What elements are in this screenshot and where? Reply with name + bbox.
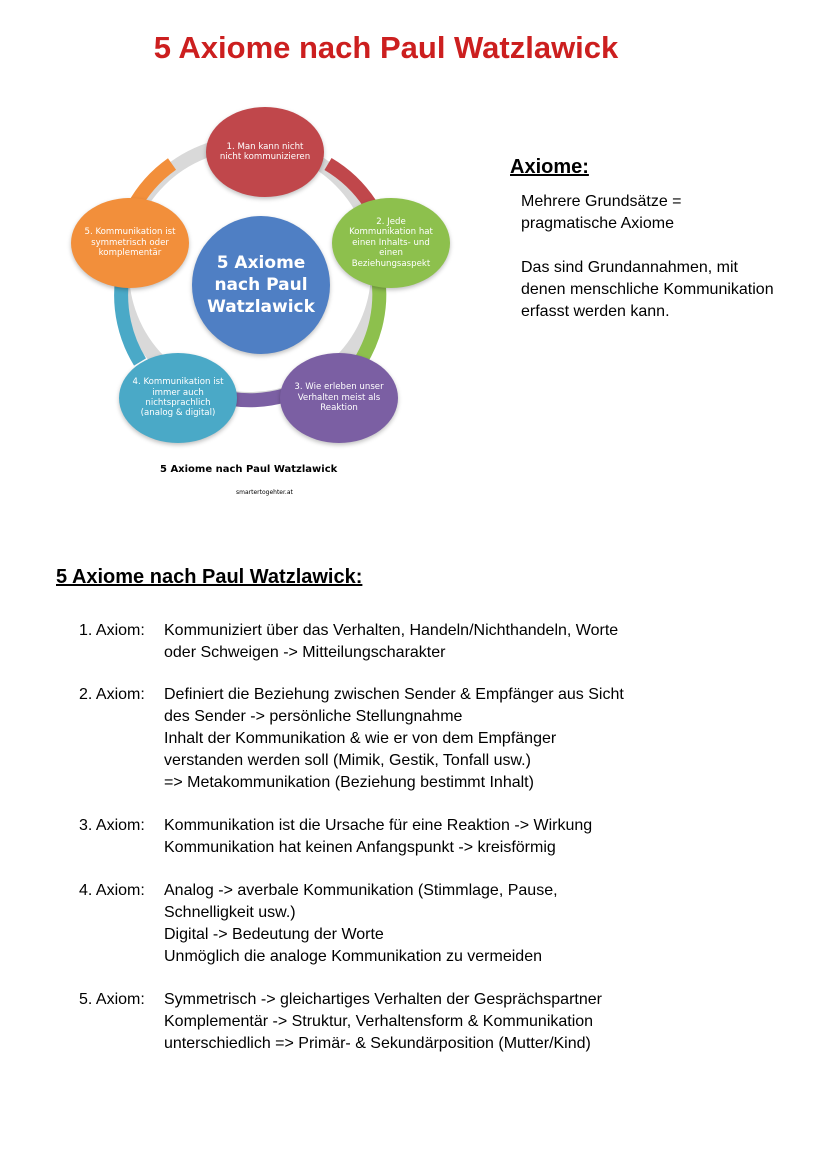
sidebar-heading: Axiome: (510, 156, 589, 178)
axiom-circle-3-label: 3. Wie erleben unser Verhalten meist als Reaktion (294, 382, 384, 414)
axiom-label: 2. Axiom: (79, 686, 145, 703)
axiom-circle-4-label: 4. Kommunikation ist immer auch nichtsprachlich (analog & digital) (132, 377, 224, 419)
diagram-source: smartertogehter.at (236, 489, 293, 496)
center-circle (192, 216, 330, 354)
axiom-circle-1-label: 1. Man kann nicht nicht kommunizieren (219, 141, 311, 162)
axiom-line: Digital -> Bedeutung der Worte (164, 926, 384, 943)
axiom-line: Schnelligkeit usw.) (164, 904, 296, 921)
axiom-line: Symmetrisch -> gleichartiges Verhalten der Gesprächspartner (164, 991, 602, 1008)
axiom-circle-4 (119, 353, 237, 443)
axiom-line: unterschiedlich => Primär- & Sekundärposition (Mutter/Kind) (164, 1035, 591, 1052)
axiom-line: Unmöglich die analoge Kommunikation zu vermeiden (164, 948, 542, 965)
axiom-label: 4. Axiom: (79, 882, 145, 899)
axiom-line: Kommunikation hat keinen Anfangspunkt -> kreisförmig (164, 839, 556, 856)
axiom-cycle-diagram (40, 100, 460, 520)
axiom-line: Definiert die Beziehung zwischen Sender & Empfänger aus Sicht (164, 686, 624, 703)
axiom-circle-5-label: 5. Kommunikation ist symmetrisch oder komplementär (84, 227, 176, 259)
center-label: 5 Axiome nach Paul Watzlawick (207, 252, 315, 318)
axiom-circle-2-label: 2. Jede Kommunikation hat einen Inhalts- und einen Beziehungsaspekt (349, 216, 433, 269)
sidebar-paragraph-1: Mehrere Grundsätze = pragmatische Axiome (521, 193, 682, 232)
page-title: 5 Axiome nach Paul Watzlawick (153, 30, 619, 65)
axiom-line: oder Schweigen -> Mitteilungscharakter (164, 644, 446, 661)
axiom-circle-1 (206, 107, 324, 197)
axiom-line: Komplementär -> Struktur, Verhaltensform & Kommunikation (164, 1013, 594, 1030)
axiom-label: 3. Axiom: (79, 817, 145, 834)
axiom-circle-5 (71, 198, 189, 288)
axiom-circle-2 (332, 198, 450, 288)
axiom-line: Kommuniziert über das Verhalten, Handeln/Nichthandeln, Worte (164, 622, 619, 639)
diagram-caption: 5 Axiome nach Paul Watzlawick (160, 464, 338, 475)
axiom-line: Kommunikation ist die Ursache für eine Reaktion -> Wirkung (164, 817, 593, 834)
axiom-line: Inhalt der Kommunikation & wie er von dem Empfänger (164, 730, 557, 747)
axiom-line: des Sender -> persönliche Stellungnahme (164, 708, 463, 725)
axiom-line: verstanden werden soll (Mimik, Gestik, Tonfall usw.) (164, 752, 531, 769)
axiom-line: Analog -> averbale Kommunikation (Stimmlage, Pause, (164, 882, 558, 899)
axiom-label: 5. Axiom: (79, 991, 145, 1008)
axiom-label: 1. Axiom: (79, 622, 145, 639)
sidebar-paragraph-2: Das sind Grundannahmen, mit denen menschliche Kommunikation erfasst werden kann. (521, 259, 774, 320)
axiom-line: => Metakommunikation (Beziehung bestimmt Inhalt) (164, 774, 534, 791)
axiom-circle-3 (280, 353, 398, 443)
section-heading: 5 Axiome nach Paul Watzlawick: (56, 566, 363, 588)
